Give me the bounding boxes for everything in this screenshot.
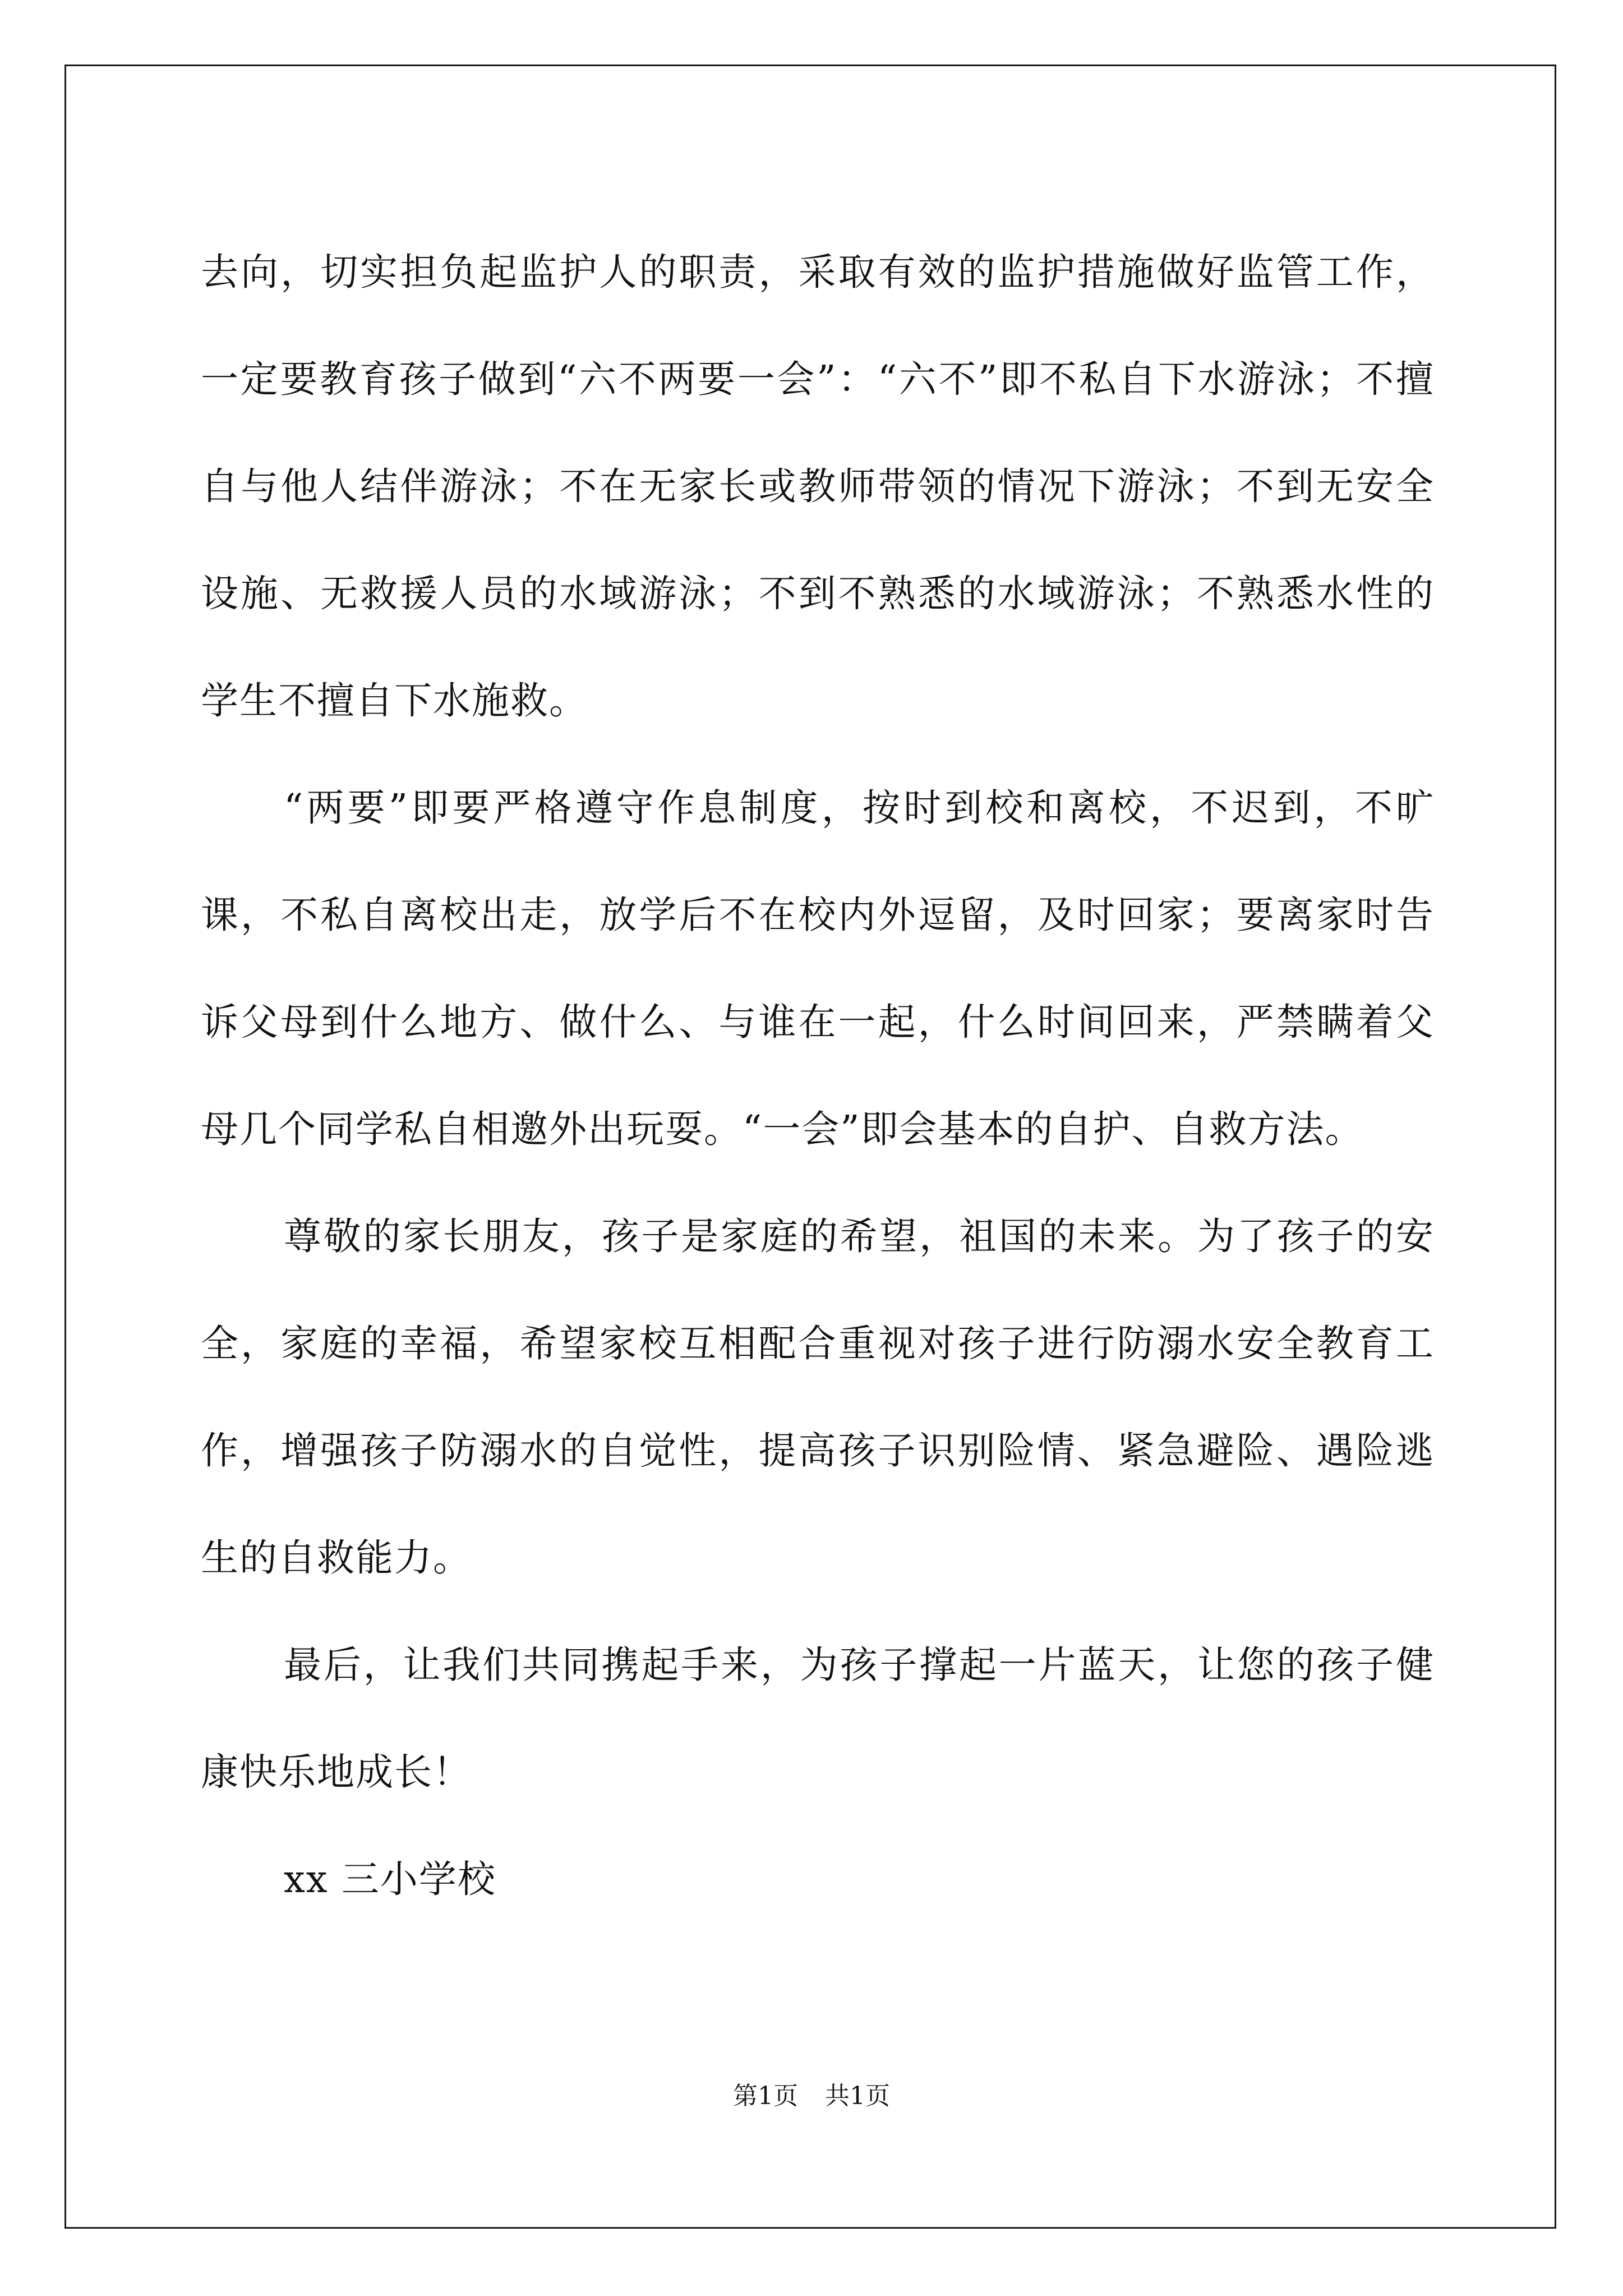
page-number-current: 第1页 [733, 2082, 798, 2110]
page-number-total: 共1页 [825, 2082, 890, 2110]
paragraph-continuation: 去向，切实担负起监护人的职责，采取有效的监护措施做好监管工作，一定要教育孩子做到“六不两要一会”：“六不”即不私自下水游泳；不擅自与他人结伴游泳；不在无家长或教师带领的情况下游泳；不到无安全设施、无救援人员的水域游泳；不到不熟悉的水域游泳；不熟悉水性的学生不擅自下水施救。 [201, 250, 1435, 723]
page-footer [0, 2076, 1623, 2111]
signature-school: xx 三小学校 [284, 1857, 496, 1901]
paragraph-closing: 最后，让我们共同携起手来，为孩子撑起一片蓝天，让您的孩子健康快乐地成长！ [201, 1643, 1435, 1794]
paragraph-parents-appeal: 尊敬的家长朋友，孩子是家庭的希望，祖国的未来。为了孩子的安全，家庭的幸福，希望家校互相配合重视对孩子进行防溺水安全教育工作，增强孩子防溺水的自觉性，提高孩子识别险情、紧急避险、遇险逃生的自救能力。 [201, 1214, 1435, 1580]
paragraph-two-requirements: “两要”即要严格遵守作息制度，按时到校和离校，不迟到，不旷课，不私自离校出走，放学后不在校内外逗留，及时回家；要离家时告诉父母到什么地方、做什么、与谁在一起，什么时间回来，严禁瞒着父母几个同学私自相邀外出玩耍。“一会”即会基本的自护、自救方法。 [201, 786, 1435, 1151]
document-body [201, 219, 1435, 1933]
